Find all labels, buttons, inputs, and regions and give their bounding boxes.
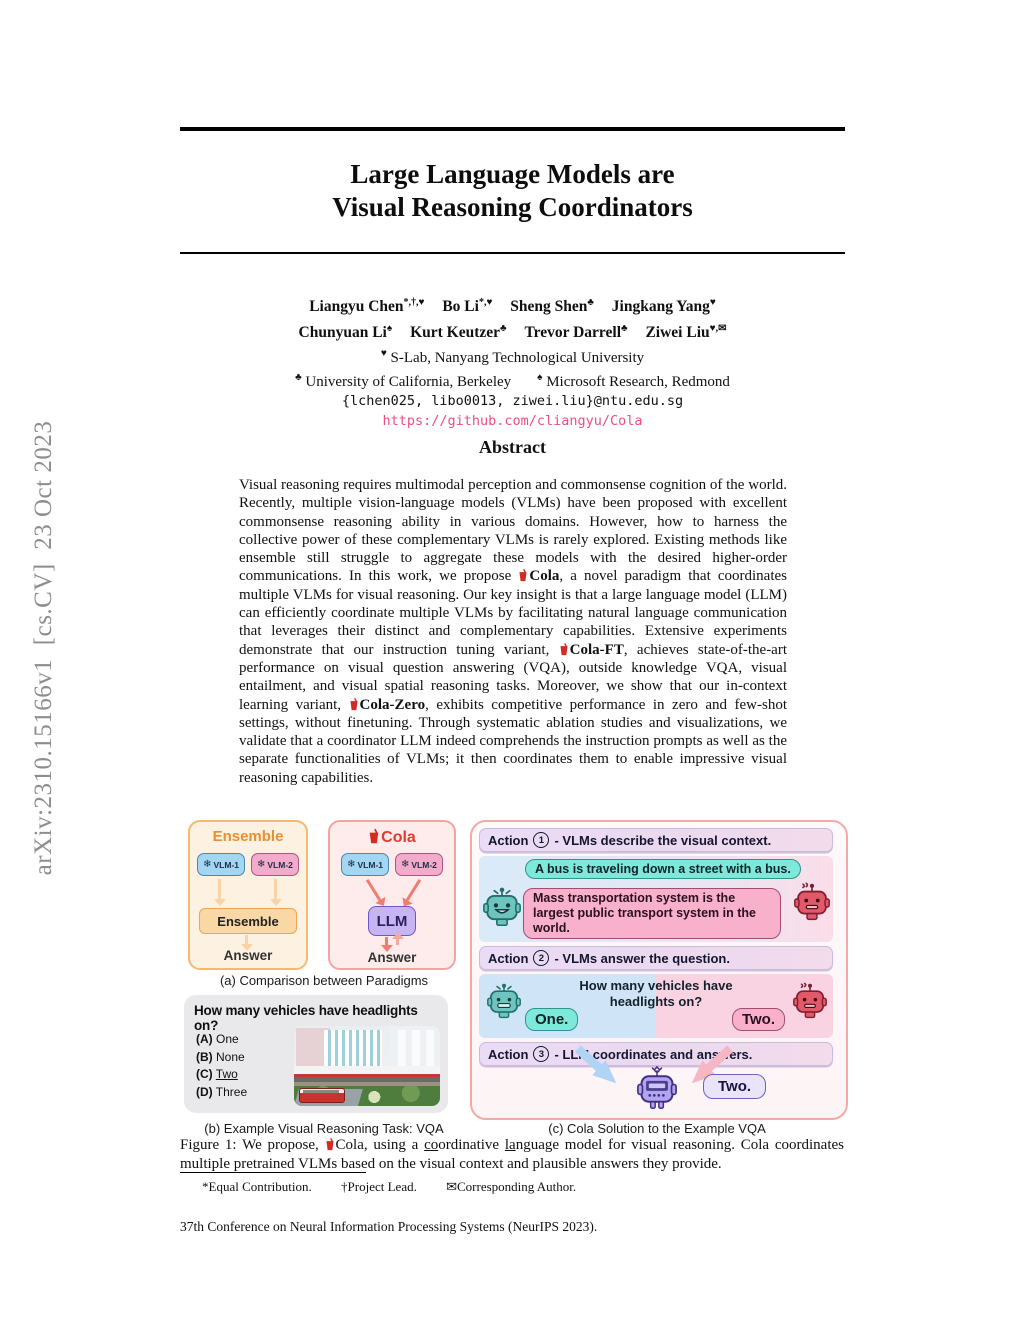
diagonal-arrow-icon xyxy=(366,879,381,901)
down-arrow-icon xyxy=(245,935,248,944)
cola-cup-icon xyxy=(518,568,528,582)
github-link[interactable]: https://github.com/cliangyu/Cola xyxy=(382,413,643,430)
author: Liangyu Chen*,†,♥ xyxy=(309,297,425,316)
llm-robot-icon xyxy=(637,1066,677,1112)
vqa-options xyxy=(196,1031,247,1101)
title-line-1: Large Language Models are xyxy=(350,159,675,189)
cola-ft-name: Cola-FT xyxy=(569,641,624,658)
vlm2-robot-icon xyxy=(793,982,827,1022)
ensemble-paradigm-card xyxy=(188,820,308,970)
elevated-train xyxy=(294,1066,440,1077)
cola-name: Cola xyxy=(529,568,560,585)
caption-panel-c: (c) Cola Solution to the Example VQA xyxy=(548,1121,766,1136)
vlm1-chip: ❄ VLM-1 xyxy=(341,853,389,876)
repeated-question: How many vehicles have headlights on? xyxy=(579,978,733,1009)
ensemble-title: Ensemble xyxy=(212,828,284,845)
down-arrow-icon xyxy=(218,879,221,899)
vqa-option-c: (C) Two xyxy=(196,1067,238,1081)
footnote-rule xyxy=(180,1172,366,1173)
cola-cup-icon xyxy=(349,697,359,711)
vlm1-chip: ❄ VLM-1 xyxy=(197,853,245,876)
title-line-2: Visual Reasoning Coordinators xyxy=(332,192,693,222)
affiliation-2: ♣ University of California, Berkeley ♠ Microsoft Research, Redmond xyxy=(295,372,730,391)
street-scene-photo xyxy=(294,1026,440,1106)
title-bottom-rule xyxy=(180,252,845,254)
building xyxy=(324,1030,382,1068)
diagonal-arrow-icon xyxy=(406,879,421,901)
circled-3-icon: 3 xyxy=(533,1046,549,1062)
figure-1-caption: Figure 1: We propose, Cola, using a coordinative language model for visual reasoning. Cola coordinates multiple pretrained VLMs based on the visual context and plausible answers they provide. xyxy=(180,1137,844,1172)
affiliation-1: ♥ S-Lab, Nanyang Technological University xyxy=(380,348,645,367)
cola-cup-icon xyxy=(559,642,569,656)
action-3-bar: Action 3 - LLM coordinates and answers. xyxy=(479,1042,833,1066)
footnote-equal-contribution: *Equal Contribution. xyxy=(202,1179,312,1194)
author-line-2 xyxy=(180,318,845,344)
vqa-question: How many vehicles have headlights on? xyxy=(194,1003,418,1033)
cola-paradigm-card xyxy=(328,820,456,970)
cola-title: Cola xyxy=(330,828,454,847)
top-rule xyxy=(180,127,845,131)
cola-zero-name: Cola-Zero xyxy=(359,696,426,713)
vlm1-description-bubble: A bus is traveling down a street with a bus. xyxy=(525,859,801,879)
vqa-option-b: (B) None xyxy=(196,1049,245,1064)
vqa-option-a: (A) One xyxy=(196,1032,239,1046)
caption-panel-a: (a) Comparison between Paradigms xyxy=(219,973,429,988)
down-arrow-icon xyxy=(274,879,277,899)
snowflake-icon: ❄ xyxy=(203,858,212,870)
paper-content xyxy=(180,0,845,1325)
author: Bo Li*,♥ xyxy=(442,297,493,316)
snowflake-icon: ❄ xyxy=(257,858,266,870)
caption-panel-b: (b) Example Visual Reasoning Task: VQA xyxy=(204,1121,444,1136)
circled-2-icon: 2 xyxy=(533,950,549,966)
author-line-1 xyxy=(180,292,845,318)
answer-chat-area xyxy=(479,974,833,1038)
vlm2-robot-icon xyxy=(794,882,830,924)
author-emails: {lchen025, libo0013, ziwei.liu}@ntu.edu.sg xyxy=(341,393,684,410)
building xyxy=(390,1026,440,1069)
page-title xyxy=(180,158,845,224)
footnotes xyxy=(202,1179,602,1195)
author-block xyxy=(180,292,845,430)
cola-cup-icon xyxy=(325,1137,335,1151)
project-url-line xyxy=(180,412,845,430)
vlm1-robot-icon xyxy=(487,982,521,1022)
llm-coordinator-box: LLM xyxy=(368,906,416,936)
abstract-body: Visual reasoning requires multimodal perception and commonsense cognition of the world. Recently, multiple vision-language models (VLMs) have been proposed with excellent commonsense reasoning ability in various domains. However, how to harness the collective power of these complementary VLMs is rarely explored. Existing methods like ensemble still struggle to aggregate these models with the desired higher-order communications. In this work, we propose Cola, a novel paradigm that coordinates multiple VLMs for visual reasoning. Our key insight is that a large language model (LLM) can efficiently coordinate multiple VLMs by facilitating natural language communication that leverages their distinct and complementary capabilities. Extensive experiments demonstrate that our instruction tuning variant, Cola-FT, achieves state-of-the-art performance on visual question answering (VQA), outside knowledge VQA, visual entailment, and visual spatial reasoning tasks. Moreover, we show that our in-context learning variant, Cola-Zero, exhibits competitive performance in zero and few-shot settings, without finetuning. Through systematic ablation studies and visualizations, we validate that a coordinator LLM indeed comprehends the instruction prompts as well as the separate functionalities of VLMs; it then coordinates them to enable impressive visual reasoning capabilities. xyxy=(239,477,788,786)
circled-1-icon: 1 xyxy=(533,832,549,848)
cola-answer-label: Answer xyxy=(367,950,417,965)
footnote-corresponding-author: ✉Corresponding Author. xyxy=(446,1179,577,1194)
action-2-bar: Action 2 - VLMs answer the question. xyxy=(479,946,833,970)
author: Kurt Keutzer♣ xyxy=(410,323,507,342)
action-1-bar: Action 1 - VLMs describe the visual context. xyxy=(479,828,833,852)
author: Chunyuan Li♠ xyxy=(298,323,393,342)
figure-1 xyxy=(180,818,845,1150)
author: Ziwei Liu♥,✉ xyxy=(645,323,727,342)
vlm2-chip: ❄ VLM-2 xyxy=(395,853,443,876)
up-arrow-icon xyxy=(396,939,399,945)
author: Trevor Darrell♣ xyxy=(524,323,628,342)
cola-cup-icon xyxy=(368,828,380,844)
abstract-heading: Abstract xyxy=(479,437,546,457)
vlm1-robot-icon xyxy=(483,886,521,930)
footnote-project-lead: †Project Lead. xyxy=(341,1179,417,1194)
author: Sheng Shen♣ xyxy=(510,297,594,316)
bus xyxy=(299,1088,345,1103)
vlm2-chip: ❄ VLM-2 xyxy=(251,853,299,876)
ensemble-answer-label: Answer xyxy=(223,948,273,963)
vlm2-description-bubble: Mass transportation system is the largest public transport system in the world. xyxy=(523,888,781,939)
vlm2-answer-bubble: Two. xyxy=(732,1008,785,1031)
coordinate-zone xyxy=(479,1068,833,1112)
snowflake-icon: ❄ xyxy=(401,858,410,870)
ensemble-combiner-box: Ensemble xyxy=(199,908,297,934)
conference-footer: 37th Conference on Neural Information Processing Systems (NeurIPS 2023). xyxy=(180,1219,598,1234)
cola-solution-card xyxy=(470,820,848,1120)
down-arrow-icon xyxy=(385,937,388,945)
author: Jingkang Yang♥ xyxy=(611,297,716,316)
describe-chat-area xyxy=(479,856,833,942)
vlm1-answer-bubble: One. xyxy=(525,1008,578,1031)
llm-answer-bubble: Two. xyxy=(703,1074,766,1099)
arxiv-watermark: arXiv:2310.15166v1 [cs.CV] 23 Oct 2023 xyxy=(30,420,57,876)
vqa-option-d: (D) Three xyxy=(196,1084,248,1099)
vqa-example-card xyxy=(184,995,448,1113)
snowflake-icon: ❄ xyxy=(347,858,356,870)
